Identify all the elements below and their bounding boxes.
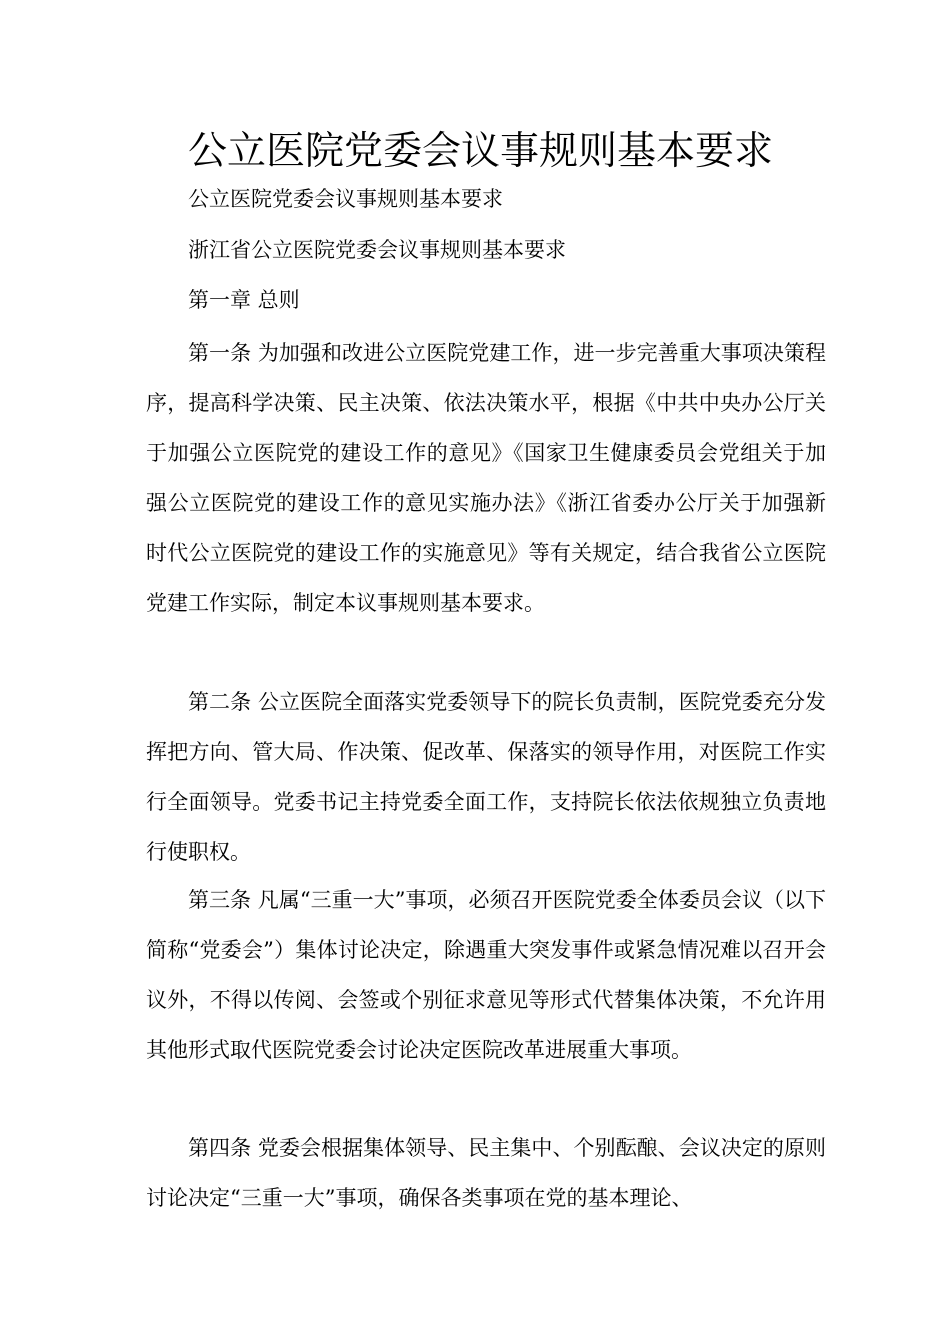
article-3-paragraph: 第三条 凡属“三重一大”事项，必须召开医院党委全体委员会议（以下简称“党委会”）集体讨论决定，除遇重大突发事件或紧急情况难以召开会议外，不得以传阅、会签或个别征求意见等形式代替集体决策，不允许用其他形式取代医院党委会讨论决定医院改革进展重大事项。	[146, 888, 826, 1062]
sub-heading: 浙江省公立医院党委会议事规则基本要求	[188, 238, 566, 262]
article-2-paragraph: 第二条 公立医院全面落实党委领导下的院长负责制，医院党委充分发挥把方向、管大局、作决策、促改革、保落实的领导作用，对医院工作实行全面领导。党委书记主持党委全面工作，支持院长依法依规独立负责地行使职权。	[146, 690, 826, 864]
document-subtitle: 公立医院党委会议事规则基本要求	[188, 187, 503, 211]
article-1-paragraph: 第一条 为加强和改进公立医院党建工作，进一步完善重大事项决策程序，提高科学决策、民主决策、依法决策水平，根据《中共中央办公厅关于加强公立医院党的建设工作的意见》《国家卫生健康委员会党组关于加强公立医院党的建设工作的意见实施办法》《浙江省委办公厅关于加强新时代公立医院党的建设工作的实施意见》等有关规定，结合我省公立医院党建工作实际，制定本议事规则基本要求。	[146, 341, 826, 615]
article-4-paragraph: 第四条 党委会根据集体领导、民主集中、个别酝酿、会议决定的原则讨论决定“三重一大”事项，确保各类事项在党的基本理论、	[146, 1136, 826, 1210]
document-title: 公立医院党委会议事规则基本要求	[188, 129, 774, 174]
chapter-heading: 第一章 总则	[188, 288, 300, 312]
